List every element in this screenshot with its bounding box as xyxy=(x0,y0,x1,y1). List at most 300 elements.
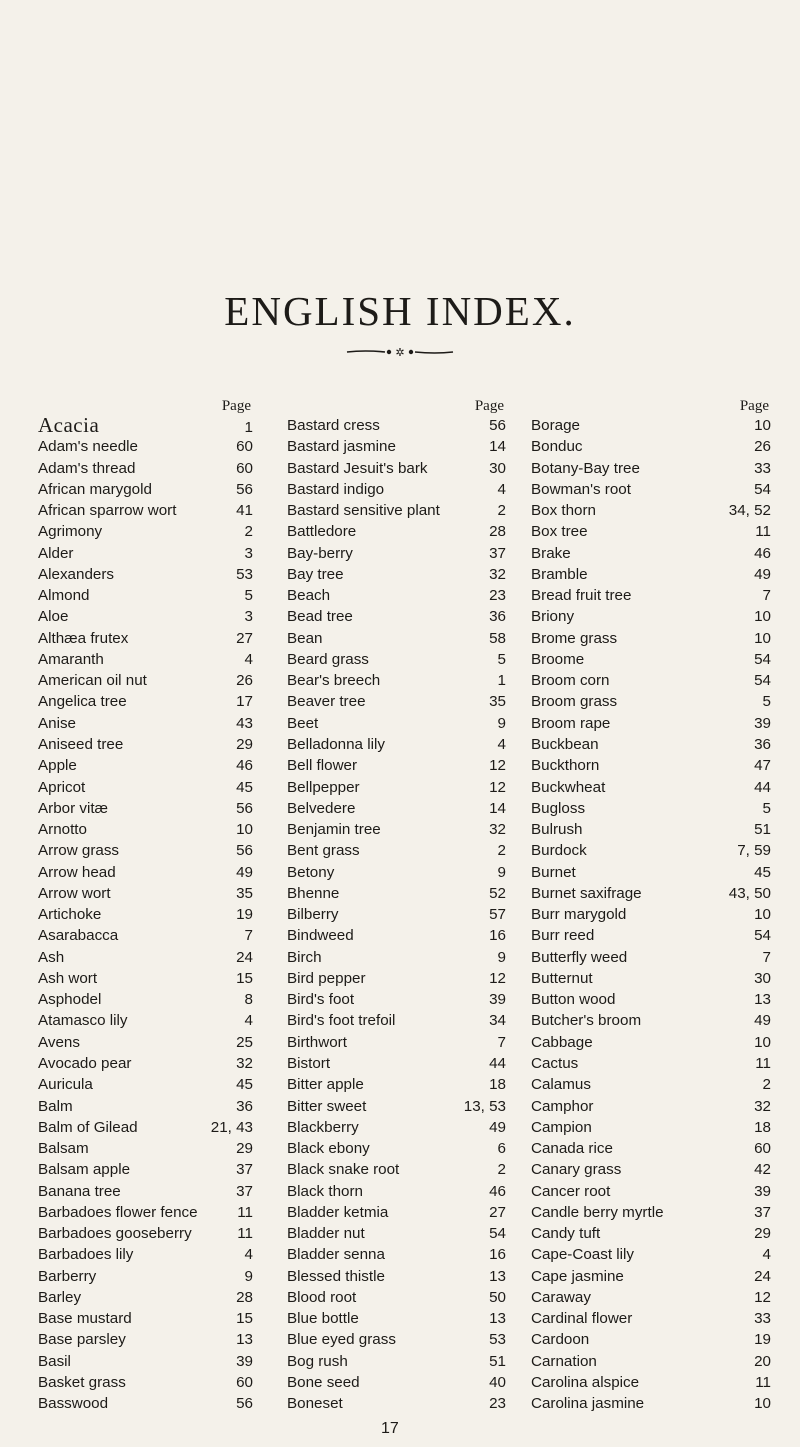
entry-page: 10 xyxy=(754,417,771,434)
entry-page: 29 xyxy=(754,1225,771,1243)
entry-term: Barley xyxy=(38,1288,82,1306)
entry-term: Broom grass xyxy=(531,693,618,711)
entry-term: Acacia xyxy=(38,413,100,437)
entry-term: Arrow head xyxy=(38,863,116,881)
entry-page: 37 xyxy=(236,1182,253,1200)
index-entry xyxy=(38,1181,253,1202)
index-entry xyxy=(287,1032,506,1053)
entry-term: Candy tuft xyxy=(531,1225,601,1243)
index-entry xyxy=(287,1308,506,1329)
entry-term: Bread fruit tree xyxy=(531,587,632,605)
index-entry xyxy=(38,840,253,861)
entry-term: Burdock xyxy=(531,842,587,860)
index-entry xyxy=(38,1393,253,1414)
index-entry xyxy=(531,1287,771,1308)
index-entry xyxy=(38,1010,253,1031)
entry-term: Althæa frutex xyxy=(38,629,129,647)
entry-page: 21, 43 xyxy=(210,1118,253,1136)
entry-page: 60 xyxy=(236,1373,253,1391)
entry-page: 9 xyxy=(497,714,506,732)
entry-term: Atamasco lily xyxy=(38,1012,128,1030)
entry-page: 5 xyxy=(497,650,506,668)
entry-term: Aniseed tree xyxy=(38,735,124,753)
entry-page: 47 xyxy=(754,757,771,775)
entry-term: Basket grass xyxy=(38,1373,126,1391)
entry-term: Battledore xyxy=(287,523,357,541)
entry-page: 54 xyxy=(754,650,771,668)
index-entry xyxy=(531,1308,771,1329)
entry-term: Blood root xyxy=(287,1288,357,1306)
entry-term: Cabbage xyxy=(531,1033,593,1051)
entry-term: Burnet xyxy=(531,863,576,881)
index-entry xyxy=(531,415,771,436)
index-entry xyxy=(287,1244,506,1265)
index-entry xyxy=(531,564,771,585)
index-column-1 xyxy=(38,398,253,1414)
entry-term: Barbadoes lily xyxy=(38,1246,134,1264)
entry-term: Aloe xyxy=(38,608,69,626)
entry-term: Balsam apple xyxy=(38,1161,131,1179)
entry-page: 7, 59 xyxy=(737,842,771,860)
entry-page: 32 xyxy=(754,1097,771,1115)
page-title: ENGLISH INDEX. xyxy=(224,288,576,334)
entry-page: 36 xyxy=(489,608,506,626)
entry-page: 13 xyxy=(489,1267,506,1285)
index-entry xyxy=(38,1223,253,1244)
entry-term: Black snake root xyxy=(287,1161,400,1179)
entry-page: 23 xyxy=(489,1395,506,1413)
entry-term: Bladder ketmia xyxy=(287,1203,389,1221)
index-entry xyxy=(287,1266,506,1287)
index-entry xyxy=(531,1053,771,1074)
entry-term: Beard grass xyxy=(287,650,369,668)
entry-page: 51 xyxy=(489,1352,506,1370)
entry-term: Bird's foot trefoil xyxy=(287,1012,396,1030)
index-entry xyxy=(287,1096,506,1117)
entry-page: 56 xyxy=(236,480,253,498)
entry-page: 23 xyxy=(489,587,506,605)
entry-page: 50 xyxy=(489,1288,506,1306)
entry-page: 39 xyxy=(489,991,506,1009)
index-entry xyxy=(287,819,506,840)
index-entry xyxy=(531,606,771,627)
entry-term: Blessed thistle xyxy=(287,1267,385,1285)
entry-page: 11 xyxy=(755,523,771,541)
index-entry xyxy=(38,1074,253,1095)
entry-page: 20 xyxy=(754,1352,771,1370)
index-entry xyxy=(531,543,771,564)
index-entry xyxy=(287,734,506,755)
entry-term: Banana tree xyxy=(38,1182,121,1200)
entry-page: 54 xyxy=(754,672,771,690)
index-entry xyxy=(531,1223,771,1244)
index-entry xyxy=(38,989,253,1010)
entry-page: 15 xyxy=(236,1310,253,1328)
entry-page: 10 xyxy=(754,608,771,626)
entry-page: 56 xyxy=(236,799,253,817)
entry-term: Broome xyxy=(531,650,585,668)
entry-term: Beet xyxy=(287,714,319,732)
entry-page: 57 xyxy=(489,906,506,924)
entry-term: Amaranth xyxy=(38,650,104,668)
index-entry xyxy=(531,1393,771,1414)
entry-term: Blue bottle xyxy=(287,1310,359,1328)
entry-page: 49 xyxy=(236,863,253,881)
entry-term: Barbadoes flower fence xyxy=(38,1203,198,1221)
index-entry xyxy=(531,691,771,712)
index-entry xyxy=(287,925,506,946)
entry-term: Bent grass xyxy=(287,842,360,860)
entry-page: 29 xyxy=(236,735,253,753)
entry-term: Box thorn xyxy=(531,502,597,520)
index-entry xyxy=(38,1287,253,1308)
page-column-header: Page xyxy=(221,398,251,414)
entry-page: 4 xyxy=(244,1246,253,1264)
entry-term: Brake xyxy=(531,544,571,562)
index-entry xyxy=(38,1159,253,1180)
entry-page: 58 xyxy=(489,629,506,647)
index-entry xyxy=(531,436,771,457)
index-entry xyxy=(531,1074,771,1095)
index-entry xyxy=(38,1329,253,1350)
entry-page: 27 xyxy=(236,629,253,647)
entry-term: Buckthorn xyxy=(531,757,600,775)
entry-term: Adam's needle xyxy=(38,438,138,456)
entry-page: 45 xyxy=(754,863,771,881)
title-ornament xyxy=(345,346,455,358)
entry-term: Base parsley xyxy=(38,1331,126,1349)
entry-term: Avens xyxy=(38,1033,80,1051)
index-entry xyxy=(287,1393,506,1414)
index-entry xyxy=(38,734,253,755)
entry-term: Bastard cress xyxy=(287,417,380,434)
entry-page: 27 xyxy=(489,1203,506,1221)
entry-page: 7 xyxy=(762,948,771,966)
entry-page: 60 xyxy=(236,438,253,456)
index-entry xyxy=(531,1244,771,1265)
index-entry xyxy=(531,521,771,542)
entry-page: 1 xyxy=(497,672,506,690)
entry-page: 40 xyxy=(489,1373,506,1391)
entry-term: Canary grass xyxy=(531,1161,622,1179)
entry-page: 9 xyxy=(497,948,506,966)
entry-term: Apricot xyxy=(38,778,86,796)
entry-term: Blue eyed grass xyxy=(287,1331,396,1349)
entry-page: 14 xyxy=(489,799,506,817)
entry-term: Canada rice xyxy=(531,1140,613,1158)
index-entry xyxy=(531,1202,771,1223)
index-entry xyxy=(531,1159,771,1180)
entry-term: Candle berry myrtle xyxy=(531,1203,664,1221)
entry-term: Alexanders xyxy=(38,565,114,583)
entry-term: Calamus xyxy=(531,1076,591,1094)
index-entry xyxy=(287,436,506,457)
entry-term: Butterfly weed xyxy=(531,948,628,966)
index-entry xyxy=(531,777,771,798)
entry-page: 4 xyxy=(497,480,506,498)
entry-term: Burnet saxifrage xyxy=(531,884,642,902)
index-entry xyxy=(287,968,506,989)
entry-page: 8 xyxy=(244,991,253,1009)
entry-page: 32 xyxy=(236,1054,253,1072)
index-entry xyxy=(38,713,253,734)
entry-term: Bay-berry xyxy=(287,544,353,562)
index-entry xyxy=(531,1351,771,1372)
index-entry xyxy=(287,415,506,436)
entry-page: 49 xyxy=(489,1118,506,1136)
index-entry xyxy=(531,1138,771,1159)
entry-page: 1 xyxy=(244,419,253,436)
entry-term: Betony xyxy=(287,863,335,881)
index-entry xyxy=(38,1202,253,1223)
entry-term: Basil xyxy=(38,1352,71,1370)
index-entry xyxy=(287,755,506,776)
index-entry xyxy=(531,989,771,1010)
index-entry xyxy=(287,1117,506,1138)
index-entry xyxy=(531,1181,771,1202)
index-entry xyxy=(38,606,253,627)
entry-term: Basswood xyxy=(38,1395,109,1413)
entry-page: 37 xyxy=(754,1203,771,1221)
entry-term: Buckbean xyxy=(531,735,599,753)
index-entry xyxy=(38,479,253,500)
entry-page: 46 xyxy=(236,757,253,775)
entry-page: 12 xyxy=(489,757,506,775)
index-entry xyxy=(38,691,253,712)
index-entry xyxy=(531,968,771,989)
entry-page: 43, 50 xyxy=(728,884,771,902)
index-entry xyxy=(287,458,506,479)
entry-page: 4 xyxy=(244,1012,253,1030)
entry-page: 10 xyxy=(754,629,771,647)
entry-page: 54 xyxy=(754,480,771,498)
entry-term: Asphodel xyxy=(38,991,102,1009)
entry-page: 32 xyxy=(489,821,506,839)
entry-page: 60 xyxy=(236,459,253,477)
index-entry xyxy=(287,1053,506,1074)
index-entry xyxy=(287,500,506,521)
entry-term: Black thorn xyxy=(287,1182,363,1200)
entry-term: Belladonna lily xyxy=(287,735,385,753)
entry-term: Bitter sweet xyxy=(287,1097,367,1115)
index-entry xyxy=(38,1117,253,1138)
entry-page: 49 xyxy=(754,565,771,583)
index-entry xyxy=(531,713,771,734)
index-entry xyxy=(38,1244,253,1265)
index-entry xyxy=(287,1372,506,1393)
entry-term: Bistort xyxy=(287,1054,331,1072)
index-entry xyxy=(531,1010,771,1031)
entry-term: Botany-Bay tree xyxy=(531,459,640,477)
entry-page: 30 xyxy=(754,969,771,987)
entry-term: Base mustard xyxy=(38,1310,132,1328)
index-entry xyxy=(287,628,506,649)
entry-page: 5 xyxy=(244,587,253,605)
entry-page: 4 xyxy=(762,1246,771,1264)
entry-page: 39 xyxy=(754,714,771,732)
entry-term: Borage xyxy=(531,417,580,434)
entry-term: Ash xyxy=(38,948,65,966)
entry-term: Cardoon xyxy=(531,1331,590,1349)
entry-page: 56 xyxy=(489,417,506,434)
entry-term: Briony xyxy=(531,608,575,626)
index-entry xyxy=(38,458,253,479)
entry-term: Burr reed xyxy=(531,927,595,945)
entry-page: 25 xyxy=(236,1033,253,1051)
entry-page: 16 xyxy=(489,927,506,945)
entry-page: 10 xyxy=(236,821,253,839)
entry-page: 34 xyxy=(489,1012,506,1030)
index-entry xyxy=(287,1138,506,1159)
entry-page: 19 xyxy=(236,906,253,924)
index-entry xyxy=(531,904,771,925)
index-entry xyxy=(38,521,253,542)
entry-page: 33 xyxy=(754,459,771,477)
entry-term: Alder xyxy=(38,544,74,562)
entry-term: Angelica tree xyxy=(38,693,127,711)
index-entry xyxy=(287,1181,506,1202)
entry-page: 4 xyxy=(244,650,253,668)
entry-term: Butcher's broom xyxy=(531,1012,642,1030)
entry-page: 3 xyxy=(244,608,253,626)
entry-page: 37 xyxy=(489,544,506,562)
entry-page: 46 xyxy=(489,1182,506,1200)
index-entry xyxy=(38,1308,253,1329)
entry-page: 17 xyxy=(236,693,253,711)
index-entry xyxy=(38,649,253,670)
entry-term: Bladder nut xyxy=(287,1225,365,1243)
index-entry xyxy=(531,1266,771,1287)
index-entry xyxy=(38,436,253,457)
page-column-header: Page xyxy=(739,398,769,414)
entry-page: 49 xyxy=(754,1012,771,1030)
index-entry xyxy=(38,968,253,989)
entry-term: Agrimony xyxy=(38,523,103,541)
index-entry xyxy=(38,798,253,819)
entry-page: 35 xyxy=(489,693,506,711)
entry-page: 10 xyxy=(754,906,771,924)
entry-term: Bladder senna xyxy=(287,1246,385,1264)
entry-term: Burr marygold xyxy=(531,906,627,924)
entry-term: African sparrow wort xyxy=(38,502,177,520)
entry-term: Broom rape xyxy=(531,714,611,732)
entry-page: 24 xyxy=(754,1267,771,1285)
page-number: 17 xyxy=(381,1420,399,1437)
entry-page: 45 xyxy=(236,778,253,796)
entry-page: 9 xyxy=(244,1267,253,1285)
entry-term: Caraway xyxy=(531,1288,591,1306)
index-entry xyxy=(38,1266,253,1287)
index-entry xyxy=(531,734,771,755)
entry-term: Avocado pear xyxy=(38,1054,132,1072)
entry-page: 26 xyxy=(236,672,253,690)
entry-page: 13 xyxy=(489,1310,506,1328)
entry-term: Apple xyxy=(38,757,77,775)
entry-page: 43 xyxy=(236,714,253,732)
index-entry xyxy=(287,989,506,1010)
entry-term: Arbor vitæ xyxy=(38,799,109,817)
index-entry xyxy=(38,1096,253,1117)
entry-page: 12 xyxy=(489,969,506,987)
entry-term: Arrow wort xyxy=(38,884,111,902)
entry-term: Balsam xyxy=(38,1140,89,1158)
index-entry xyxy=(287,798,506,819)
entry-term: Bay tree xyxy=(287,565,344,583)
index-entry xyxy=(531,1032,771,1053)
entry-page: 15 xyxy=(236,969,253,987)
entry-term: Broom corn xyxy=(531,672,610,690)
index-entry xyxy=(287,862,506,883)
entry-page: 42 xyxy=(754,1161,771,1179)
index-entry xyxy=(531,798,771,819)
entry-page: 36 xyxy=(236,1097,253,1115)
index-entry xyxy=(38,543,253,564)
entry-page: 41 xyxy=(236,502,253,520)
entry-page: 37 xyxy=(236,1161,253,1179)
entry-term: African marygold xyxy=(38,480,152,498)
entry-term: Cape jasmine xyxy=(531,1267,624,1285)
entry-term: Benjamin tree xyxy=(287,821,381,839)
entry-term: Carnation xyxy=(531,1352,597,1370)
entry-term: Bastard indigo xyxy=(287,480,385,498)
entry-page: 11 xyxy=(237,1203,253,1221)
entry-page: 12 xyxy=(489,778,506,796)
entry-term: Anise xyxy=(38,714,76,732)
entry-page: 33 xyxy=(754,1310,771,1328)
index-entry xyxy=(38,415,253,436)
entry-page: 13, 53 xyxy=(463,1097,506,1115)
index-entry xyxy=(287,564,506,585)
index-entry xyxy=(531,925,771,946)
entry-page: 10 xyxy=(754,1033,771,1051)
entry-page: 18 xyxy=(489,1076,506,1094)
entry-page: 35 xyxy=(236,884,253,902)
entry-page: 14 xyxy=(489,438,506,456)
entry-page: 36 xyxy=(754,735,771,753)
index-entry xyxy=(531,670,771,691)
index-entry xyxy=(287,713,506,734)
index-entry xyxy=(38,819,253,840)
index-entry xyxy=(38,883,253,904)
index-entry xyxy=(287,1287,506,1308)
entry-page: 19 xyxy=(754,1331,771,1349)
index-entry xyxy=(287,947,506,968)
entry-term: Auricula xyxy=(38,1076,93,1094)
entry-term: Cancer root xyxy=(531,1182,611,1200)
index-column-3 xyxy=(531,398,771,1414)
index-entry xyxy=(287,521,506,542)
index-entry xyxy=(531,458,771,479)
index-entry xyxy=(531,840,771,861)
entry-term: Bhenne xyxy=(287,884,340,902)
index-entry xyxy=(38,925,253,946)
entry-term: Blackberry xyxy=(287,1118,359,1136)
index-entry xyxy=(531,883,771,904)
index-entry xyxy=(38,904,253,925)
entry-page: 10 xyxy=(754,1395,771,1413)
entry-term: Bellpepper xyxy=(287,778,360,796)
entry-page: 5 xyxy=(762,693,771,711)
index-entry xyxy=(531,1117,771,1138)
entry-page: 24 xyxy=(236,948,253,966)
index-column-2 xyxy=(287,398,506,1414)
entry-term: Cactus xyxy=(531,1054,579,1072)
entry-term: Buckwheat xyxy=(531,778,606,796)
index-entry xyxy=(531,862,771,883)
entry-term: Birthwort xyxy=(287,1033,347,1051)
entry-term: Beach xyxy=(287,587,331,605)
index-entry xyxy=(287,649,506,670)
